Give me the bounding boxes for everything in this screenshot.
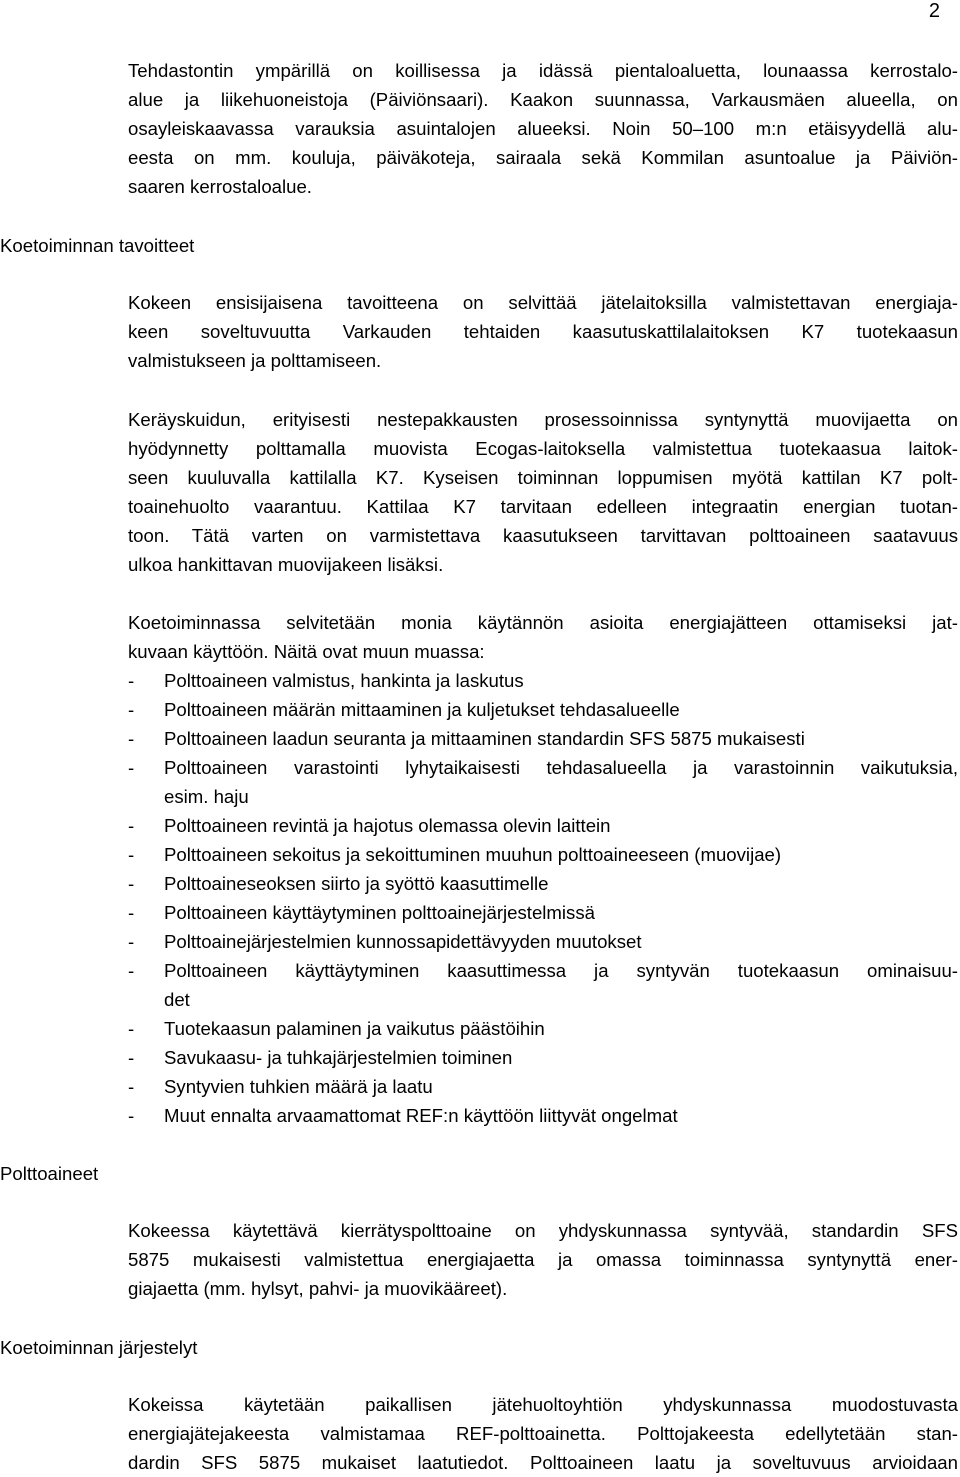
dash-bullet: - [128, 815, 135, 836]
list-item [128, 927, 958, 956]
text-line: valmistukseen ja polttamiseen. [128, 350, 382, 371]
list-item-text: Tuotekaasun palaminen ja vaikutus päästöihin [164, 1018, 545, 1039]
dash-bullet: - [128, 1047, 135, 1068]
text-line: Tehdastontin ympärillä on koillisessa ja idässä pientaloaluetta, lounaassa kerrostalo- [128, 60, 958, 81]
text-line: Kokeen ensisijaisena tavoitteena on selvittää jätelaitoksilla valmistettavan energiaja- [128, 292, 958, 313]
section-heading-fuels: Polttoaineet [0, 1163, 99, 1184]
dash-bullet: - [128, 960, 135, 981]
section-heading-goals: Koetoiminnan tavoitteet [0, 235, 195, 256]
list-item [128, 869, 958, 898]
list-item-text: Polttoaineen käyttäytyminen kaasuttimessa ja syntyvän tuotekaasun ominaisuu- [164, 960, 958, 981]
text-line: hyödynnetty polttamalla muovista Ecogas-laitoksella valmistettua tuotekaasua laitok- [128, 438, 958, 459]
text-line: osayleiskaavassa varauksia asuintalojen alueeksi. Noin 50–100 m:n etäisyydellä alu- [128, 118, 958, 139]
list-item-text: Polttoaineen varastointi lyhytaikaisesti tehdasalueella ja varastoinnin vaikutuksia, [164, 757, 958, 778]
dash-bullet: - [128, 844, 135, 865]
list-item-text: Syntyvien tuhkien määrä ja laatu [164, 1076, 433, 1097]
dash-bullet: - [128, 699, 135, 720]
text-line: dardin SFS 5875 mukaiset laatutiedot. Polttoaineen laatu ja soveltuvuus arvioidaan [128, 1452, 958, 1473]
dash-bullet: - [128, 1018, 135, 1039]
list-item-text: Polttoaineen laadun seuranta ja mittaaminen standardin SFS 5875 mukaisesti [164, 728, 805, 749]
text-line: Koetoiminnassa selvitetään monia käytännön asioita energiajätteen ottamiseksi jat- [128, 612, 958, 633]
goals-paragraph-2 [128, 405, 958, 579]
dash-bullet: - [128, 1076, 135, 1097]
arrangements-paragraph [128, 1390, 958, 1477]
list-item-text: Polttoaineen valmistus, hankinta ja laskutus [164, 670, 524, 691]
text-line: toon. Tätä varten on varmistettava kaasutukseen tarvittavan polttoaineen saatavuus [128, 525, 958, 546]
goals-dash-list [128, 666, 958, 1130]
list-item [128, 695, 958, 724]
dash-bullet: - [128, 670, 135, 691]
list-item-text: Polttoaineen käyttäytyminen polttoainejärjestelmissä [164, 902, 595, 923]
intro-paragraph [128, 56, 958, 201]
dash-bullet: - [128, 873, 135, 894]
list-item [128, 840, 958, 869]
list-item [128, 1014, 958, 1043]
text-line: toainehuolto vaarantuu. Kattilaa K7 tarvitaan edelleen integraatin energian tuotan- [128, 496, 958, 517]
text-line: giajaetta (mm. hylsyt, pahvi- ja muovikääreet). [128, 1278, 508, 1299]
text-line: Kokeessa käytettävä kierrätyspolttoaine on yhdyskunnassa syntyvää, standardin SFS [128, 1220, 958, 1241]
list-item-text: Muut ennalta arvaamattomat REF:n käyttöön liittyvät ongelmat [164, 1105, 678, 1126]
fuels-paragraph [128, 1216, 958, 1303]
list-item [128, 724, 958, 753]
list-item [128, 956, 958, 1014]
text-line: eesta on mm. kouluja, päiväkoteja, sairaala sekä Kommilan asuntoalue ja Päiviön- [128, 147, 958, 168]
text-line: seen kuuluvalla kattilalla K7. Kyseisen toiminnan loppumisen myötä kattilan K7 polt- [128, 467, 958, 488]
dash-bullet: - [128, 757, 135, 778]
dash-bullet: - [128, 728, 135, 749]
text-line: alue ja liikehuoneistoja (Päiviönsaari). Kaakon suunnassa, Varkausmäen alueella, on [128, 89, 958, 110]
section-heading-arrangements: Koetoiminnan järjestelyt [0, 1337, 198, 1358]
list-item [128, 811, 958, 840]
text-line: ulkoa hankittavan muovijakeen lisäksi. [128, 554, 444, 575]
goals-paragraph-1 [128, 288, 958, 375]
list-item-text: Polttoaineen revintä ja hajotus olemassa olevin laittein [164, 815, 611, 836]
list-item-text: Polttoainejärjestelmien kunnossapidettävyyden muutokset [164, 931, 642, 952]
page-number: 2 [928, 0, 940, 22]
list-item-text: Savukaasu- ja tuhkajärjestelmien toiminen [164, 1047, 513, 1068]
text-line: 5875 mukaisesti valmistettua energiajaetta ja omassa toiminnassa syntynyttä ener- [128, 1249, 958, 1270]
text-line: energiajätejakeesta valmistamaa REF-polttoainetta. Polttojakeesta edellytetään stan- [128, 1423, 958, 1444]
list-item [128, 1072, 958, 1101]
list-item [128, 1043, 958, 1072]
list-item-text: esim. haju [164, 786, 249, 807]
list-item-text: Polttoaineen sekoitus ja sekoittuminen muuhun polttoaineeseen (muovijae) [164, 844, 782, 865]
list-item [128, 1101, 958, 1130]
list-item-text: Polttoaineen määrän mittaaminen ja kuljetukset tehdasalueelle [164, 699, 680, 720]
text-line: kuvaan käyttöön. Näitä ovat muun muassa: [128, 641, 485, 662]
list-item [128, 666, 958, 695]
dash-bullet: - [128, 1105, 135, 1126]
dash-bullet: - [128, 931, 135, 952]
list-item-text: det [164, 989, 190, 1010]
list-item [128, 898, 958, 927]
text-line: saaren kerrostaloalue. [128, 176, 312, 197]
list-item-text: Polttoaineseoksen siirto ja syöttö kaasuttimelle [164, 873, 549, 894]
text-line: keen soveltuvuutta Varkauden tehtaiden kaasutuskattilalaitoksen K7 tuotekaasun [128, 321, 958, 342]
list-item [128, 753, 958, 811]
text-line: Kokeissa käytetään paikallisen jätehuoltoyhtiön yhdyskunnassa muodostuvasta [128, 1394, 958, 1415]
text-line: Keräyskuidun, erityisesti nestepakkausten prosessoinnissa syntynyttä muovijaetta on [128, 409, 958, 430]
goals-paragraph-3 [128, 608, 958, 666]
dash-bullet: - [128, 902, 135, 923]
